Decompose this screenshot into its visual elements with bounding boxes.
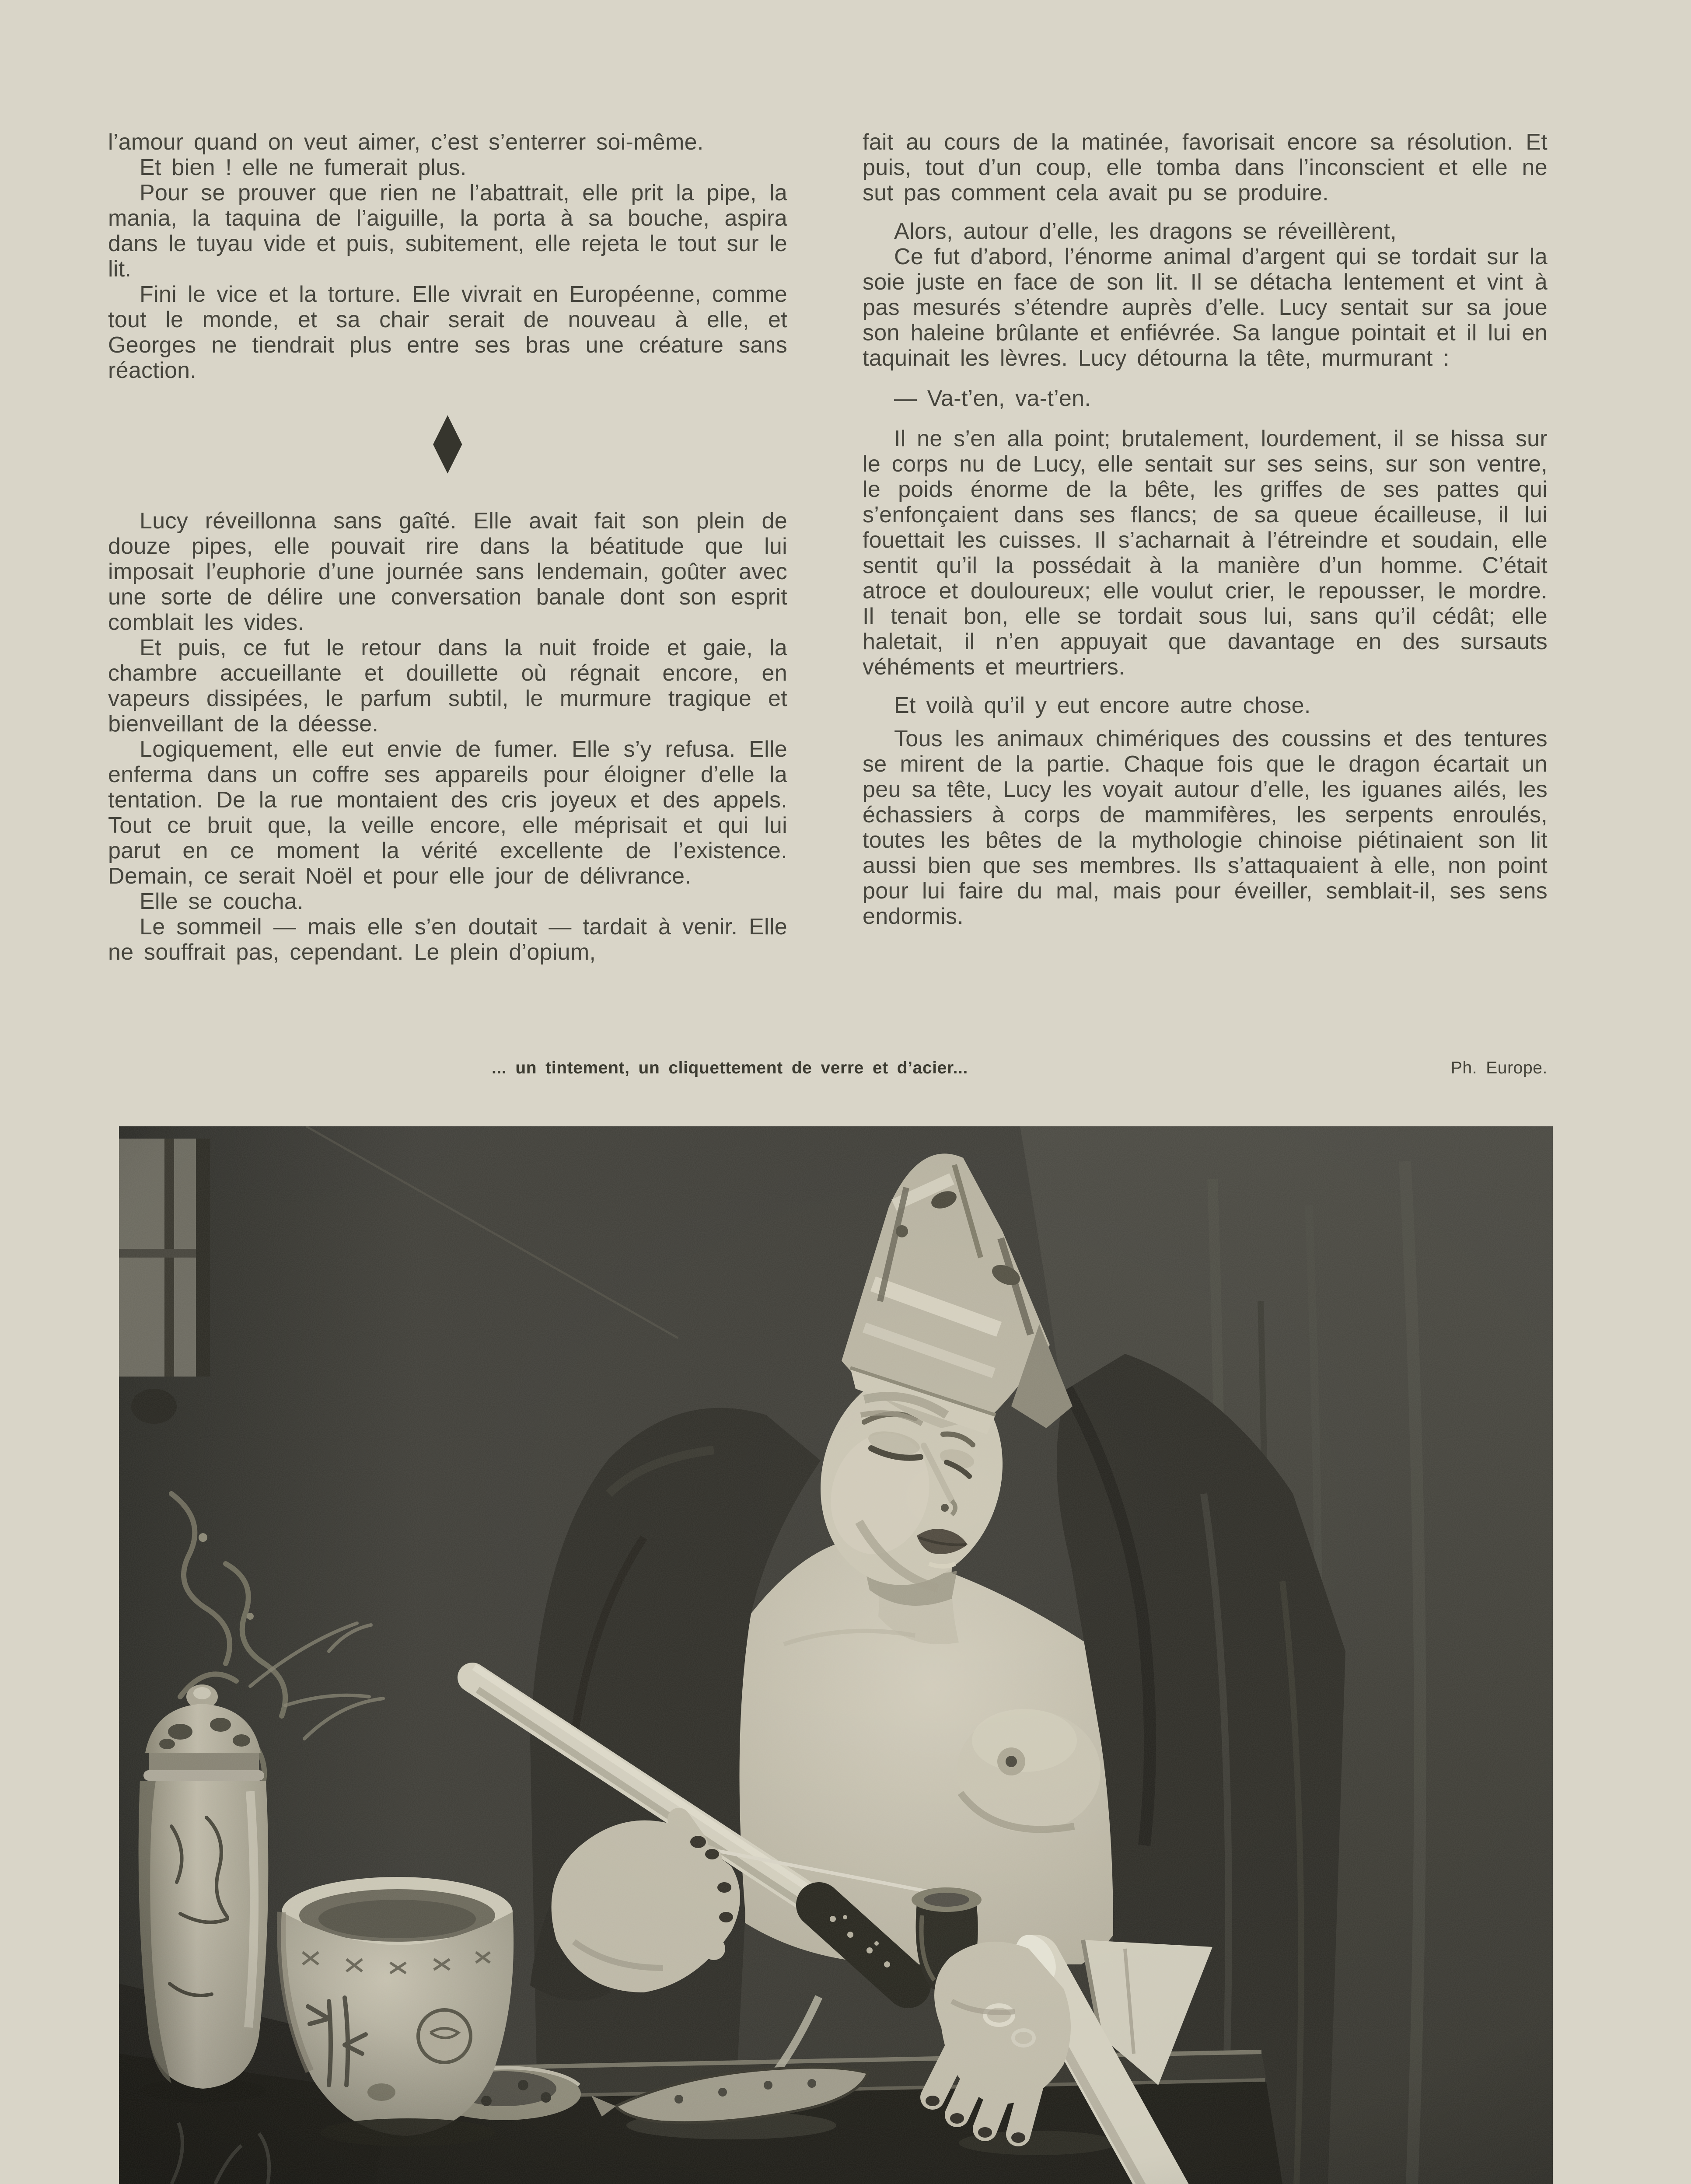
- paragraph: Le sommeil — mais elle s’en doutait — tardait à venir. Elle ne souffrait pas, cependant. Le plein d’opium,: [108, 914, 787, 965]
- paragraph: Lucy réveillonna sans gaîté. Elle avait fait son plein de douze pipes, elle pouvait rire dans la béatitude que lui imposait l’euphorie d’une journée sans lendemain, goûter avec une sorte de délire une conversation banale dont son esprit comblait les vides.: [108, 508, 787, 635]
- paragraph: Et bien ! elle ne fumerait plus.: [140, 155, 467, 180]
- paragraph: Et voilà qu’il y eut encore autre chose.: [894, 693, 1311, 718]
- photo-caption: ... un tintement, un cliquettement de verre et d’acier...: [492, 1059, 968, 1077]
- right-column: [863, 129, 1548, 965]
- paragraph: Tous les animaux chimériques des coussins et des tentures se mirent de la partie. Chaque fois que le dragon écartait un peu sa tête, Lucy les voyait autour d’elle, les iguanes ailés, les échassiers à corps de mammifères, les serpents enroulés, toutes les bêtes de la mythologie chinoise piétinaient son lit aussi bien que ses membres. Ils s’attaquaient à elle, non point pour lui faire du mal, mais pour éveiller, semblait-il, ses sens endormis.: [863, 726, 1548, 929]
- paragraph: Ce fut d’abord, l’énorme animal d’argent qui se tordait sur la soie juste en face de son lit. Il se détacha lentement et vint à pas mesurés s’étendre auprès d’elle. Lucy sentait sur sa joue son haleine brûlante et enfiévrée. Sa langue pointait et il lui en taquinait les lèvres. Lucy détourna la tête, murmurant :: [863, 244, 1548, 371]
- paragraph: Logiquement, elle eut envie de fumer. Elle s’y refusa. Elle enferma dans un coffre ses appareils pour éloigner d’elle la tentation. De la rue montaient des cris joyeux et des appels. Tout ce bruit que, la veille encore, elle méprisait et qui lui parut en ce moment la vérité excellente de l’existence. Demain, ce serait Noël et pour elle jour de délivrance.: [108, 737, 787, 889]
- dialogue-line: — Va-t’en, va-t’en.: [894, 386, 1091, 411]
- article-body: [108, 129, 1548, 965]
- paragraph: fait au cours de la matinée, favorisait encore sa résolution. Et puis, tout d’un coup, elle tomba dans l’inconscient et elle ne sut pas comment cela avait pu se produire.: [863, 129, 1548, 206]
- paragraph: Et puis, ce fut le retour dans la nuit froide et gaie, la chambre accueillante et douillette où régnait encore, en vapeurs dissipées, le parfum subtil, le murmure tragique et bienveillant de la déesse.: [108, 635, 787, 737]
- section-divider: [108, 383, 787, 508]
- photo-caption-row: [108, 1059, 1548, 1078]
- photograph: [119, 1126, 1553, 2184]
- paragraph: Fini le vice et la torture. Elle vivrait en Européenne, comme tout le monde, et sa chair serait de nouveau à elle, et Georges ne tiendrait plus entre ses bras une créature sans réaction.: [108, 282, 787, 383]
- paragraph: Il ne s’en alla point; brutalement, lourdement, il se hissa sur le corps nu de Lucy, elle sentait sur ses seins, sur son ventre, le poids énorme de la bête, les griffes de ses pattes qui s’enfonçaient dans ses flancs; de sa queue écailleuse, il lui fouettait les cuisses. Il s’acharnait à l’étreindre et soudain, elle sentit qu’il la possédait à la manière d’un homme. C’était atroce et douloureux; elle voulut crier, le repousser, le mordre. Il tenait bon, elle se tordait sous lui, sans qu’il cédât; elle haletait, il n’en appuyait que davantage en des sursauts véhéments et meurtriers.: [863, 426, 1548, 680]
- photo-credit: Ph. Europe.: [1450, 1059, 1548, 1077]
- paragraph: l’amour quand on veut aimer, c’est s’enterrer soi-même.: [108, 129, 704, 155]
- paragraph: Elle se coucha.: [140, 889, 304, 914]
- left-column: [108, 129, 787, 965]
- paragraph: Pour se prouver que rien ne l’abattrait, elle prit la pipe, la mania, la taquina de l’aiguille, la porta à sa bouche, aspira dans le tuyau vide et puis, subitement, elle rejeta le tout sur le lit.: [108, 180, 787, 282]
- photo-illustration: [119, 1126, 1553, 2184]
- diamond-ornament-icon: ♦: [424, 399, 471, 493]
- paragraph: Alors, autour d’elle, les dragons se réveillèrent,: [894, 219, 1397, 244]
